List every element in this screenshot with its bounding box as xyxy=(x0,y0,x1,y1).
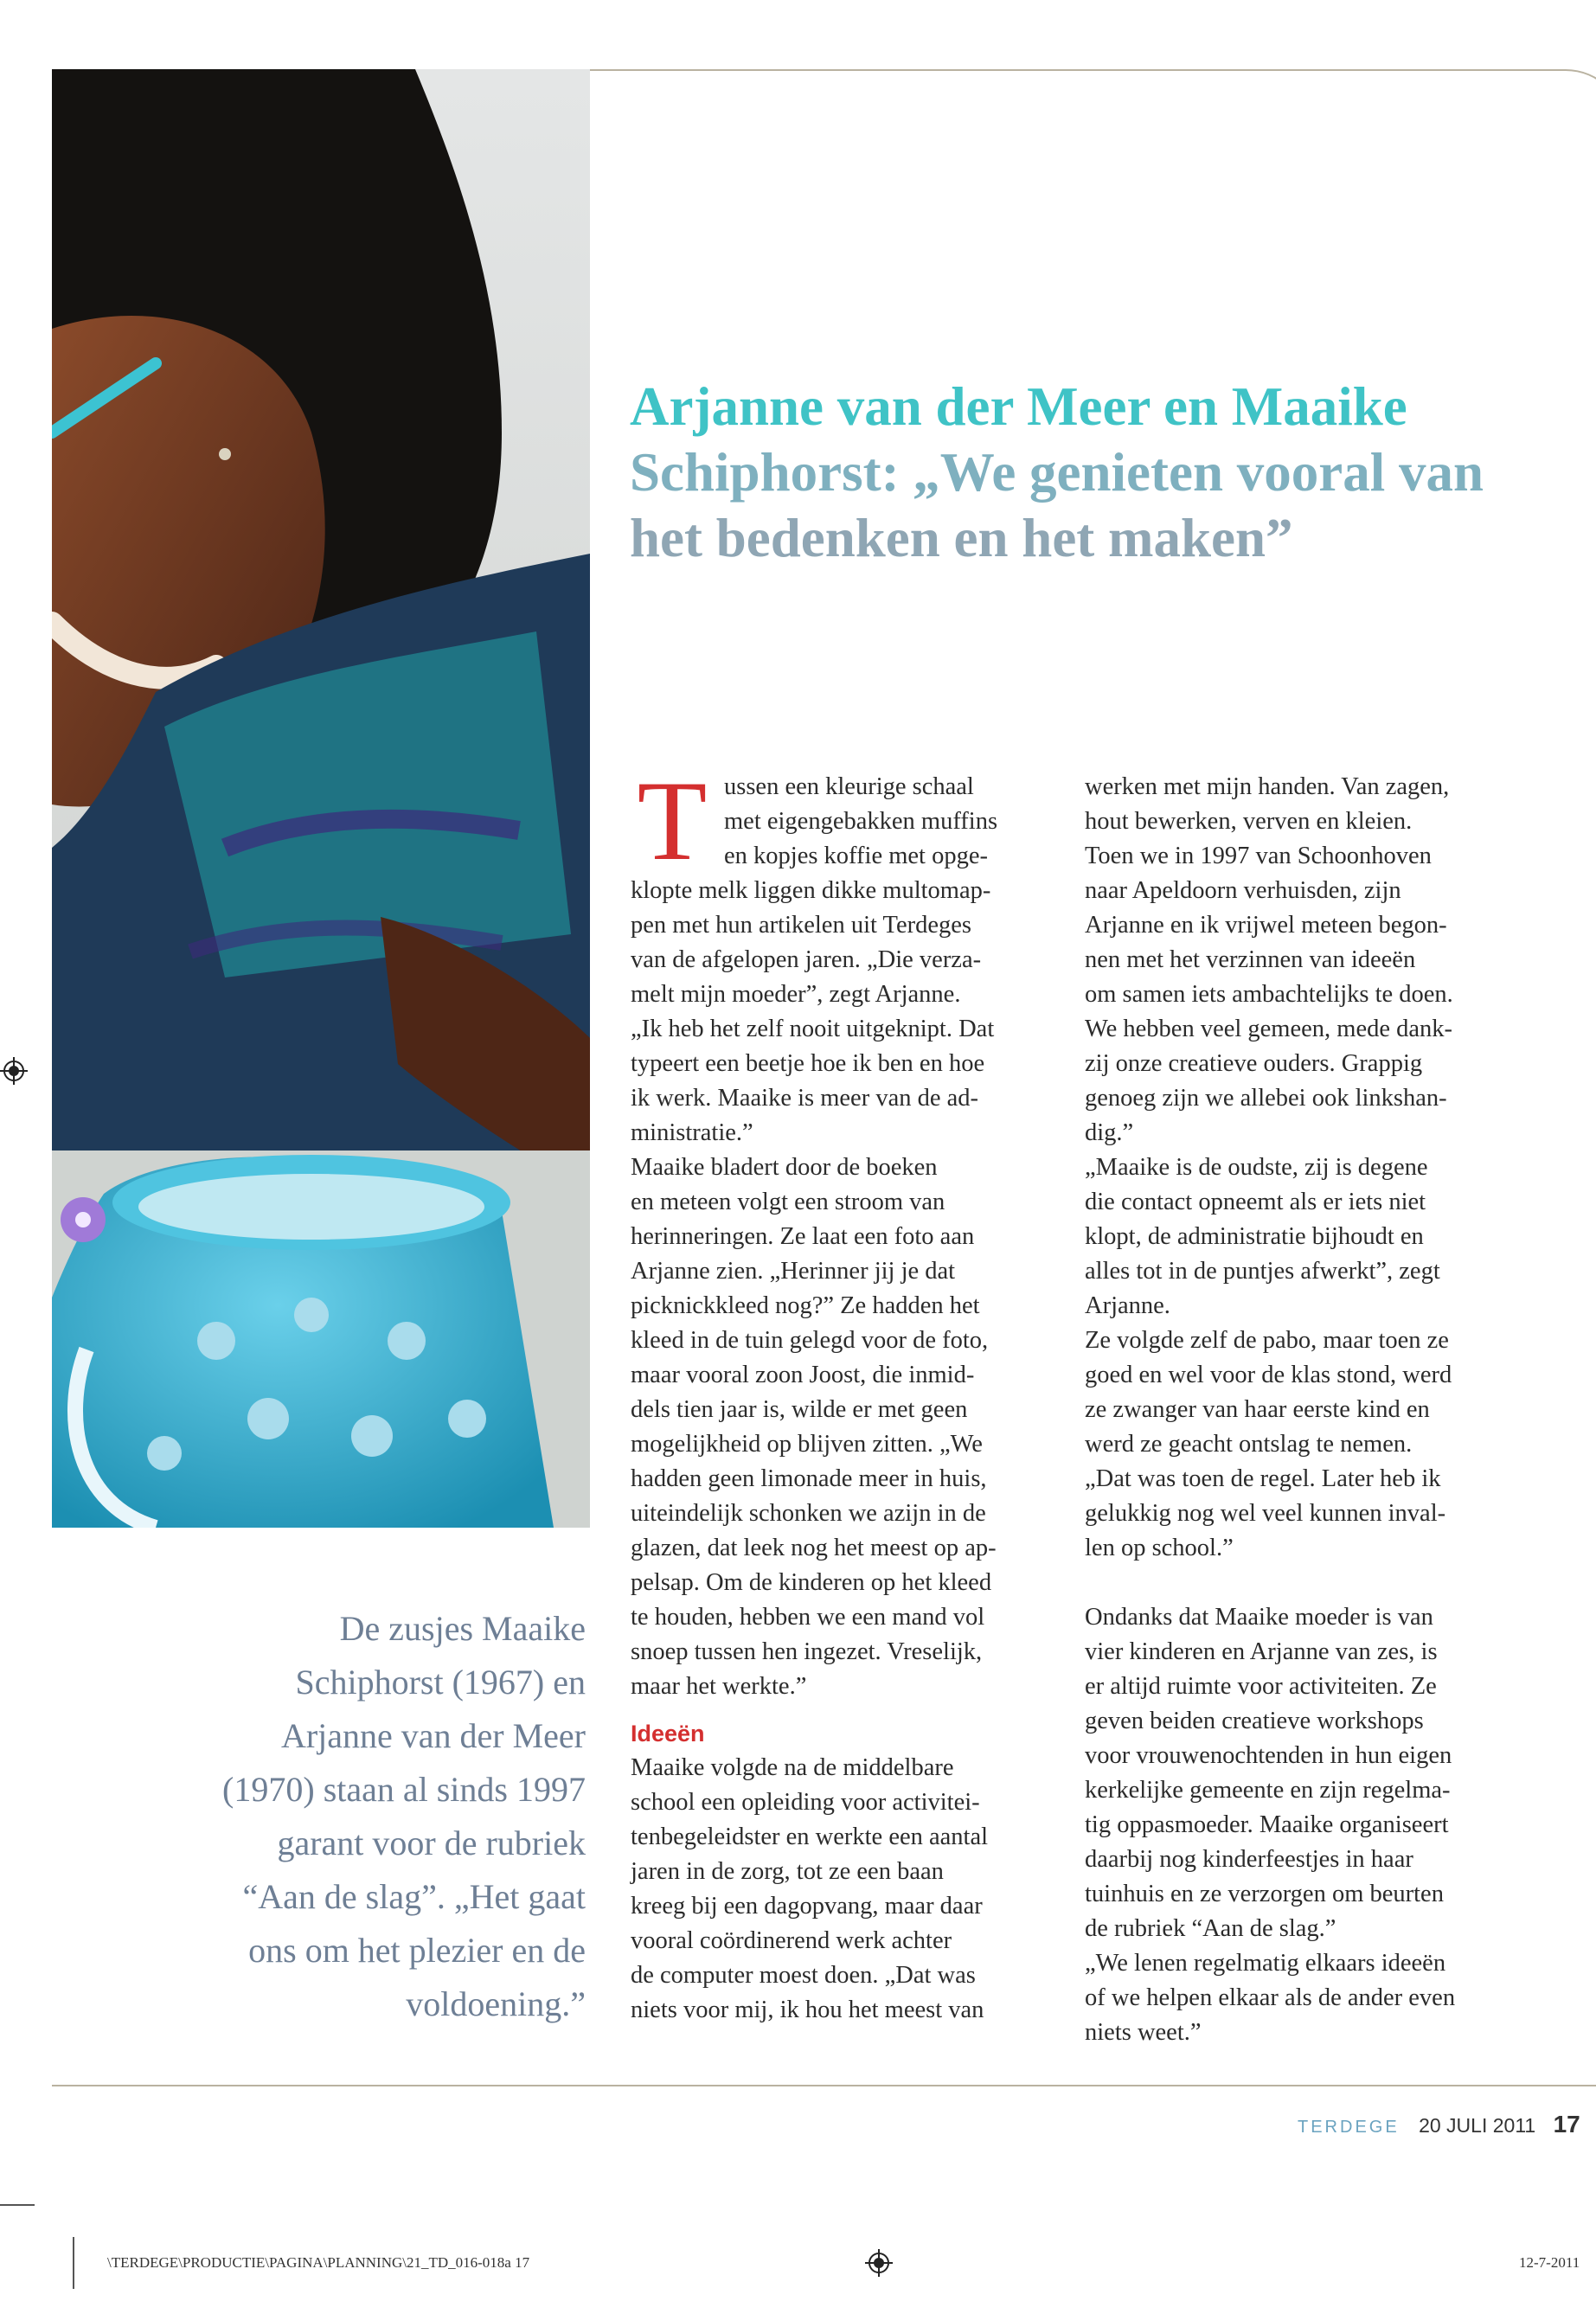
crop-mark xyxy=(0,2204,35,2206)
pull-quote-line: “Aan de slag”. „Het gaat xyxy=(242,1877,586,1916)
paragraph-gap xyxy=(1085,1566,1505,1600)
registration-mark-icon xyxy=(865,2249,893,2277)
article-column-2 xyxy=(1085,770,1505,2050)
pull-quote xyxy=(173,1602,586,2031)
photo-illustration xyxy=(52,69,590,1528)
print-slug-path: \TERDEGE\PRODUCTIE\PAGINA\PLANNING\21_TD_016-018a 17 xyxy=(107,2254,530,2271)
crop-mark xyxy=(73,2237,74,2289)
body-text: Maaike volgde na de middelbare school een opleiding voor activitei- tenbegeleidster en werkte een aantal jaren in de zorg, tot ze een baan kreeg bij een dagopvang, maar daar vooral coördinerend werk achter de computer moest doen. „Dat was niets voor mij, ik hou het meest van xyxy=(631,1754,989,2023)
body-text: Ondanks dat Maaike moeder is van vier kinderen en Arjanne van zes, is er altijd ruimte voor activiteiten. Ze geven beiden creatieve workshops voor vrouwenochtenden in hun eigen kerkelijke gemeente en zijn regelma- tig oppasmoeder. Maaike organiseert daarbij nog kinderfeestjes in haar tuinhuis en ze verzorgen om beurten de rubriek “Aan de slag.” „We lenen regelmatig elkaars ideeën of we helpen elkaar als de ander even niets weet.” xyxy=(1085,1604,1456,2046)
headline-line-3: het bedenken en het maken” xyxy=(630,508,1293,568)
registration-mark-icon xyxy=(0,1057,28,1085)
pull-quote-line: (1970) staan al sinds 1997 xyxy=(222,1770,586,1809)
pull-quote-line: Arjanne van der Meer xyxy=(280,1716,586,1755)
page-footer xyxy=(1298,2111,1596,2145)
pull-quote-line: garant voor de rubriek xyxy=(277,1823,586,1862)
section-subhead: Ideeën xyxy=(631,1721,705,1747)
headline-line-2: Schiphorst: „We genieten vooral van xyxy=(630,442,1484,503)
article-column-1 xyxy=(631,757,1051,2028)
page-frame-bottom-rule xyxy=(52,2085,1596,2086)
pull-quote-line: De zusjes Maaike xyxy=(339,1609,586,1648)
headline-line-1: Arjanne van der Meer en Maaike xyxy=(630,376,1407,437)
magazine-name: TERDEGE xyxy=(1298,2118,1400,2137)
page-number: 17 xyxy=(1553,2111,1580,2138)
drop-cap: T xyxy=(637,757,708,884)
body-text: ussen een kleurige schaal met eigengebakken muffins en kopjes koffie met opge- klopte melk liggen dikke multomap- pen met hun artikelen uit Terdeges van de afgelopen jaren. „Die verza- melt mijn moeder”, zegt Arjanne. „Ik heb het zelf nooit uitgeknipt. Dat typeert een beetje hoe ik ben en hoe ik werk. Maaike is meer van de ad- ministratie.” Maaike bladert door de boeken en meteen volgt een stroom van herinneringen. Ze laat een foto aan Arjanne zien. „Herinner jij je dat picknickkleed nog?” Ze hadden het kleed in de tuin gelegd voor de foto, maar vooral zoon Joost, die inmid- dels tien jaar is, wilde er met geen mogelijkheid op blijven zitten. „We hadden geen limonade meer in huis, uiteindelijk schonken we azijn in de glazen, dat leek nog het meest op ap- pelsap. Om de kinderen op het kleed te houden, hebben we een mand vol snoep tussen hen ingezet. Vreselijk, maar het werkte.” xyxy=(631,773,998,1700)
article-headline xyxy=(630,374,1590,571)
pull-quote-line: Schiphorst (1967) en xyxy=(295,1663,586,1702)
body-text: werken met mijn handen. Van zagen, hout bewerken, verven en kleien. Toen we in 1997 van Schoonhoven naar Apeldoorn verhuisden, zijn Arjanne en ik vrijwel meteen begon- nen met het verzinnen van ideeën om samen iets ambachtelijks te doen. We hebben veel gemeen, mede dank- zij onze creatieve ouders. Grappig genoeg zijn we allebei ook linkshan- dig.” „Maaike is de oudste, zij is degene die contact opneemt als er iets niet klopt, de administratie bijhoudt en alles tot in de puntjes afwerkt”, zegt Arjanne. Ze volgde zelf de pabo, maar toen ze goed en wel voor de klas stond, werd ze zwanger van haar eerste kind en werd ze geacht ontslag te nemen. „Dat was toen de regel. Later heb ik gelukkig nog wel veel kunnen inval- len op school.” xyxy=(1085,773,1453,1561)
pull-quote-line: ons om het plezier en de xyxy=(248,1931,586,1970)
print-slug-date: 12-7-2011 xyxy=(1519,2254,1580,2271)
article-photo xyxy=(52,69,590,1528)
pull-quote-line: voldoening.” xyxy=(406,1984,586,2023)
issue-date: 20 JULI 2011 xyxy=(1419,2114,1536,2137)
